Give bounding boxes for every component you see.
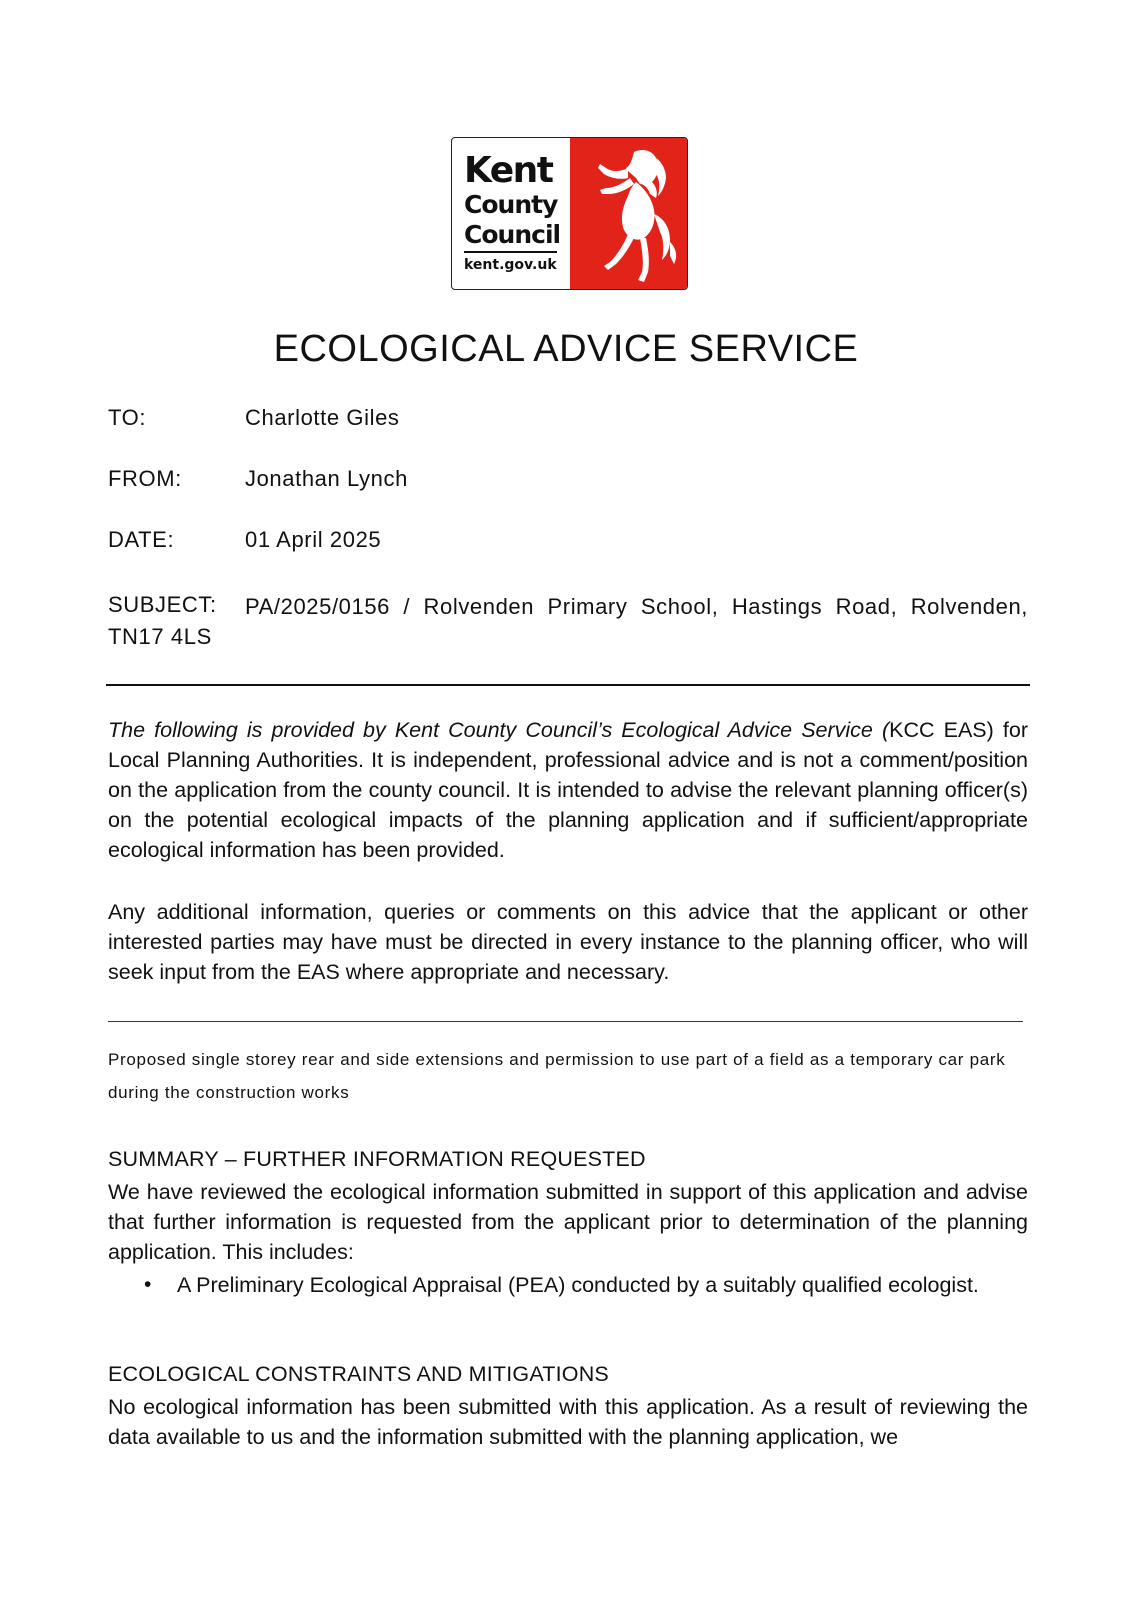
date-label: DATE: bbox=[108, 527, 175, 552]
logo-url-text: kent.gov.uk bbox=[464, 257, 557, 273]
logo-county-text: County bbox=[464, 190, 558, 219]
intro-regular-text: KCC EAS) for Local Planning Authorities. It is independent, professional advice and is not a comment/position on the application from the county council. It is intended to advise the relevant planning officer(s) on the potential ecological impacts of the planning application and if sufficient/appropriate ecological information has been provided. bbox=[108, 718, 1028, 862]
subject-value: PA/2025/0156 / Rolvenden Primary School, Hastings Road, Rolvenden, TN17 4LS bbox=[108, 594, 1028, 649]
to-value: Charlotte Giles bbox=[245, 405, 400, 430]
intro-paragraph-1 bbox=[108, 715, 1028, 865]
intro-italic-text: The following is provided by Kent County Council’s Ecological Advice Service ( bbox=[108, 718, 890, 742]
logo-divider bbox=[464, 251, 557, 253]
constraints-heading: ECOLOGICAL CONSTRAINTS AND MITIGATIONS bbox=[108, 1362, 609, 1386]
summary-body: We have reviewed the ecological information submitted in support of this application and advise that further information is requested from the applicant prior to determination of the planning application. This includes: bbox=[108, 1180, 1028, 1264]
page-title: ECOLOGICAL ADVICE SERVICE bbox=[273, 328, 859, 370]
list-item: A Preliminary Ecological Appraisal (PEA) conducted by a suitably qualified ecologist. bbox=[177, 1273, 979, 1297]
logo-wordmark bbox=[452, 138, 570, 289]
date-value: 01 April 2025 bbox=[245, 527, 382, 552]
logo-council-text: Council bbox=[464, 220, 561, 249]
proposal-description: Proposed single storey rear and side extensions and permission to use part of a field as a temporary car park during the construction works bbox=[108, 1050, 1006, 1102]
subject-label: SUBJECT: bbox=[108, 592, 217, 617]
intro-paragraph-2: Any additional information, queries or comments on this advice that the applicant or other interested parties may have must be directed in every instance to the planning officer, who will seek input from the EAS where appropriate and necessary. bbox=[108, 900, 1028, 984]
constraints-body: No ecological information has been submitted with this application. As a result of reviewing the data available to us and the information submitted with the planning application, we bbox=[108, 1395, 1028, 1449]
from-value: Jonathan Lynch bbox=[245, 466, 408, 491]
bullet-icon: • bbox=[144, 1273, 152, 1296]
logo-kent-text: Kent bbox=[464, 150, 553, 191]
section-divider bbox=[108, 1021, 1023, 1022]
white-horse-icon bbox=[570, 138, 687, 289]
from-label: FROM: bbox=[108, 466, 182, 491]
to-label: TO: bbox=[108, 405, 147, 430]
header-divider bbox=[106, 684, 1030, 686]
summary-heading: SUMMARY – FURTHER INFORMATION REQUESTED bbox=[108, 1147, 646, 1171]
kcc-logo bbox=[451, 137, 688, 290]
